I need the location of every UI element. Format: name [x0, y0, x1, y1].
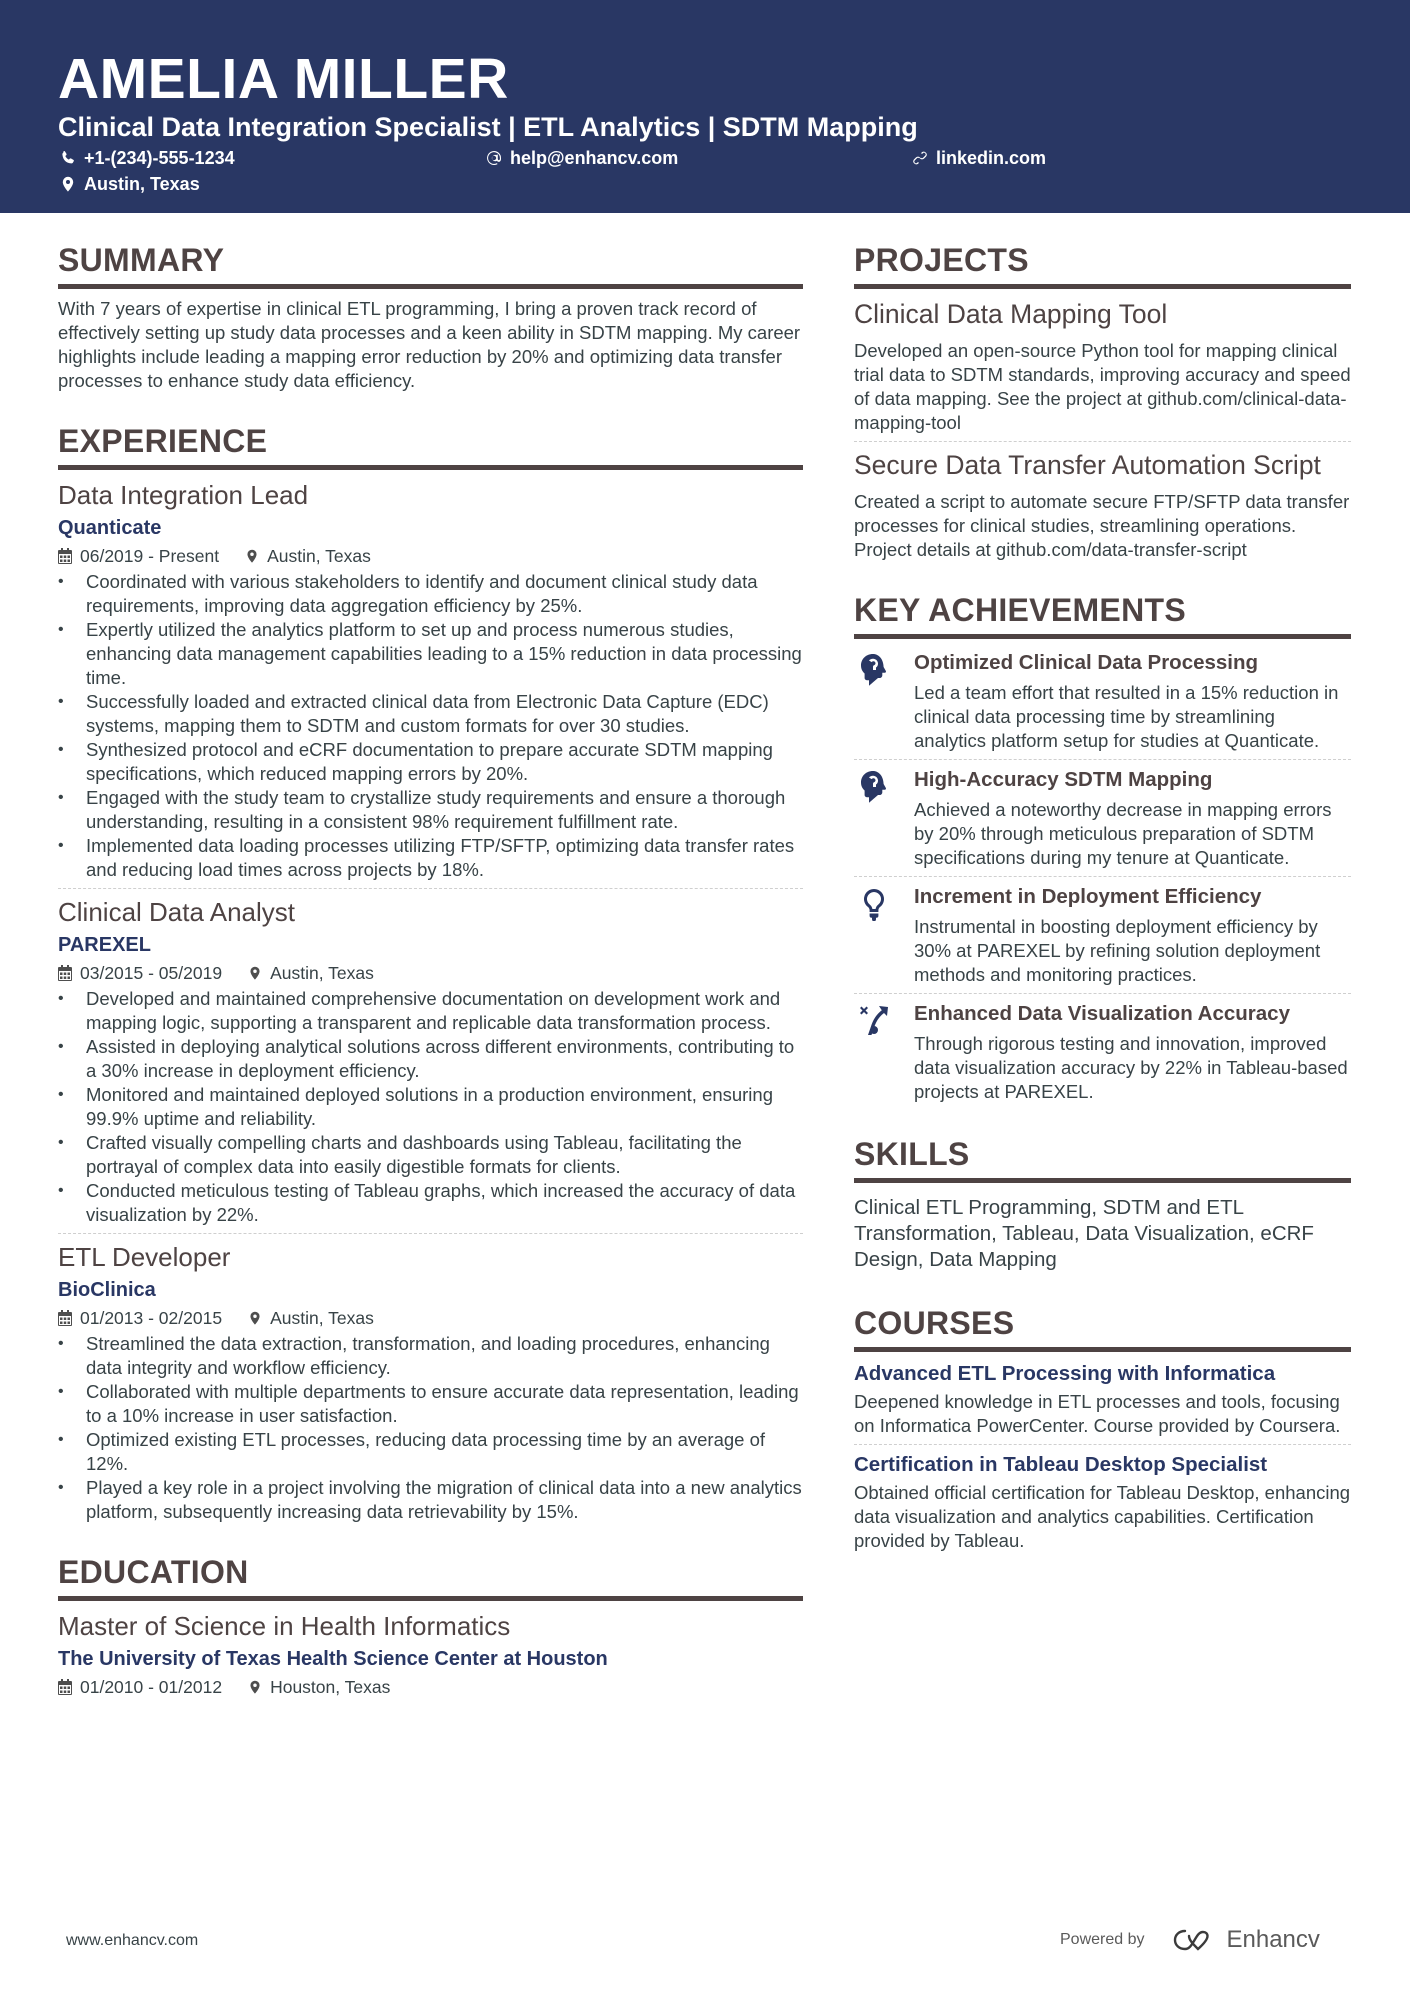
job-meta — [58, 544, 803, 568]
resume-header — [0, 0, 1410, 213]
achievement-description: Achieved a noteworthy decrease in mapping errors by 20% through meticulous preparation of SDTM specifications during my tenure at Quanticate. — [914, 799, 1332, 868]
contact-phone[interactable] — [60, 147, 235, 169]
enhancv-brand-link[interactable] — [1171, 1926, 1320, 1954]
course-entry — [854, 1360, 1351, 1438]
skills-section — [854, 1134, 1351, 1273]
location-text: Austin, Texas — [84, 174, 200, 194]
project-entry — [854, 448, 1351, 562]
brain-head-icon — [858, 770, 890, 804]
achievement-title: High-Accuracy SDTM Mapping — [914, 768, 1213, 791]
courses-section — [854, 1303, 1351, 1553]
experience-entry — [58, 1240, 803, 1524]
bullet-item: • Collaborated with multiple departments to ensure accurate data representation, leading to a 10% increase in user satisfaction. — [58, 1380, 803, 1428]
section-divider — [58, 284, 803, 289]
bullet-item: • Successfully loaded and extracted clinical data from Electronic Data Capture (EDC) systems, mapping them to SDTM and custom formats for over 30 studies. — [58, 690, 803, 738]
education-section — [58, 1552, 803, 1699]
job-dates: 06/2019 - Present — [58, 544, 219, 568]
job-title: Clinical Data Analyst — [58, 897, 295, 927]
job-dates: 03/2015 - 05/2019 — [58, 961, 222, 985]
course-entry — [854, 1451, 1351, 1553]
company-name: Quanticate — [58, 517, 162, 539]
achievement-description: Through rigorous testing and innovation, improved data visualization accuracy by 22% in Tableau-based projects at PAREXEL. — [914, 1033, 1348, 1102]
section-heading: EXPERIENCE — [58, 423, 268, 459]
job-location: Austin, Texas — [248, 1306, 374, 1330]
skills-list: Clinical ETL Programming, SDTM and ETL Transformation, Tableau, Data Visualization, eCRF Design, Data Mapping — [854, 1196, 1314, 1271]
job-bullets — [58, 570, 803, 882]
location-pin-icon — [248, 1310, 262, 1326]
course-title: Advanced ETL Processing with Informatica — [854, 1362, 1276, 1385]
bullet-item: • Developed and maintained comprehensive documentation on development work and mapping logic, supporting a transparent and replicable data transformation process. — [58, 987, 803, 1035]
bullet-item: • Coordinated with various stakeholders to identify and document clinical study data requirements, improving data aggregation efficiency by 25%. — [58, 570, 803, 618]
section-divider — [854, 1178, 1351, 1183]
enhancv-logo-icon — [1171, 1927, 1217, 1953]
bullet-item: • Played a key role in a project involving the migration of clinical data into a new analytics platform, subsequently increasing data retrievability by 15%. — [58, 1476, 803, 1524]
phone-text: +1-(234)-555-1234 — [84, 148, 235, 168]
company-name: BioClinica — [58, 1279, 156, 1301]
left-column — [58, 240, 803, 1699]
section-heading: PROJECTS — [854, 242, 1029, 278]
contact-email[interactable] — [486, 147, 678, 169]
section-divider — [58, 1596, 803, 1601]
bullet-item: • Synthesized protocol and eCRF documentation to prepare accurate SDTM mapping specifications, which reduced mapping errors by 20%. — [58, 738, 803, 786]
location-pin-icon — [245, 548, 259, 564]
job-bullets — [58, 987, 803, 1227]
contact-location — [60, 173, 200, 195]
bullet-item: • Expertly utilized the analytics platform to set up and process numerous studies, enhancing data management capabilities leading to a 15% reduction in data processing time. — [58, 618, 803, 690]
strategy-path-icon — [858, 1004, 890, 1038]
location-pin-icon — [248, 1679, 262, 1695]
section-divider — [854, 1347, 1351, 1352]
section-heading: SKILLS — [854, 1136, 970, 1172]
projects-section — [854, 240, 1351, 562]
job-location: Austin, Texas — [248, 961, 374, 985]
education-meta — [58, 1675, 803, 1699]
footer-website-link[interactable]: www.enhancv.com — [66, 1932, 199, 1949]
section-divider — [854, 634, 1351, 639]
achievement-entry — [854, 883, 1351, 987]
course-title: Certification in Tableau Desktop Specialist — [854, 1453, 1268, 1476]
bullet-item: • Assisted in deploying analytical solutions across different environments, contributing to a 30% increase in deployment efficiency. — [58, 1035, 803, 1083]
project-title: Secure Data Transfer Automation Script — [854, 450, 1321, 480]
project-description: Developed an open-source Python tool for mapping clinical trial data to SDTM standards, improving accuracy and speed of data mapping. See the project at github.com/clinical-data-mapping-tool — [854, 340, 1351, 433]
degree-title: Master of Science in Health Informatics — [58, 1611, 511, 1641]
footer-branding — [1060, 1926, 1320, 1954]
course-description: Deepened knowledge in ETL processes and tools, focusing on Informatica PowerCenter. Course provided by Coursera. — [854, 1391, 1341, 1436]
section-divider — [854, 284, 1351, 289]
bullet-item: • Engaged with the study team to crystallize study requirements and ensure a thorough understanding, resulting in a consistent 98% requirement fulfillment rate. — [58, 786, 803, 834]
link-icon — [912, 150, 928, 166]
powered-by-label: Powered by — [1060, 1931, 1145, 1948]
job-title: Data Integration Lead — [58, 480, 309, 510]
achievements-section — [854, 590, 1351, 1104]
brand-name: Enhancv — [1226, 1926, 1320, 1953]
bullet-item: • Conducted meticulous testing of Tableau graphs, which increased the accuracy of data visualization by 22%. — [58, 1179, 803, 1227]
job-dates: 01/2013 - 02/2015 — [58, 1306, 222, 1330]
entry-divider — [854, 876, 1351, 877]
section-heading: COURSES — [854, 1305, 1015, 1341]
school-name: The University of Texas Health Science Center at Houston — [58, 1648, 608, 1670]
email-text: help@enhancv.com — [510, 148, 679, 168]
project-description: Created a script to automate secure FTP/SFTP data transfer processes for clinical studies, streamlining operations. Project details at github.com/data-transfer-script — [854, 491, 1350, 560]
lightbulb-icon — [858, 887, 890, 921]
entry-divider — [58, 1233, 803, 1234]
bullet-item: • Implemented data loading processes utilizing FTP/SFTP, optimizing data transfer rates and reducing load times across projects by 18%. — [58, 834, 803, 882]
calendar-icon — [58, 548, 72, 564]
education-location: Houston, Texas — [248, 1675, 390, 1699]
brain-head-icon — [858, 653, 890, 687]
section-heading: SUMMARY — [58, 242, 225, 278]
job-location: Austin, Texas — [245, 544, 371, 568]
experience-entry — [58, 895, 803, 1227]
right-column — [854, 240, 1351, 1553]
entry-divider — [58, 888, 803, 889]
achievement-entry — [854, 766, 1351, 870]
experience-entry — [58, 478, 803, 882]
summary-section — [58, 240, 803, 393]
bullet-item: • Crafted visually compelling charts and dashboards using Tableau, facilitating the portrayal of complex data into easily digestible formats for clients. — [58, 1131, 803, 1179]
bullet-item: • Streamlined the data extraction, transformation, and loading procedures, enhancing data integrity and workflow efficiency. — [58, 1332, 803, 1380]
achievement-entry — [854, 649, 1351, 753]
bullet-item: • Optimized existing ETL processes, reducing data processing time by an average of 12%. — [58, 1428, 803, 1476]
entry-divider — [854, 993, 1351, 994]
calendar-icon — [58, 965, 72, 981]
at-sign-icon — [486, 150, 502, 166]
achievement-title: Increment in Deployment Efficiency — [914, 885, 1262, 908]
linkedin-text: linkedin.com — [936, 148, 1047, 168]
course-description: Obtained official certification for Tableau Desktop, enhancing data visualization and analytics capabilities. Certification provided by Tableau. — [854, 1482, 1351, 1551]
contact-linkedin[interactable] — [912, 147, 1046, 169]
entry-divider — [854, 759, 1351, 760]
job-title: ETL Developer — [58, 1242, 231, 1272]
education-dates: 01/2010 - 01/2012 — [58, 1675, 222, 1699]
candidate-headline: Clinical Data Integration Specialist | ETL Analytics | SDTM Mapping — [58, 112, 918, 142]
section-heading: EDUCATION — [58, 1554, 249, 1590]
section-heading: KEY ACHIEVEMENTS — [854, 592, 1186, 628]
location-pin-icon — [248, 965, 262, 981]
achievement-entry — [854, 1000, 1351, 1104]
calendar-icon — [58, 1310, 72, 1326]
location-pin-icon — [60, 176, 76, 192]
job-meta — [58, 961, 803, 985]
experience-section — [58, 421, 803, 1524]
phone-icon — [60, 150, 76, 166]
project-entry — [854, 297, 1351, 435]
project-title: Clinical Data Mapping Tool — [854, 299, 1168, 329]
calendar-icon — [58, 1679, 72, 1695]
entry-divider — [854, 1444, 1351, 1445]
summary-text: With 7 years of expertise in clinical ETL programming, I bring a proven track record of effectively setting up study data processes and a keen ability in SDTM mapping. My career highlights include leading a mapping error reduction by 20% and optimizing data transfer processes to enhance study data efficiency. — [58, 298, 801, 391]
achievement-title: Optimized Clinical Data Processing — [914, 651, 1259, 674]
section-divider — [58, 465, 803, 470]
bullet-item: • Monitored and maintained deployed solutions in a production environment, ensuring 99.9% uptime and reliability. — [58, 1083, 803, 1131]
achievement-description: Led a team effort that resulted in a 15% reduction in clinical data processing time by streamlining analytics platform setup for studies at Quanticate. — [914, 682, 1339, 751]
job-bullets — [58, 1332, 803, 1524]
job-meta — [58, 1306, 803, 1330]
entry-divider — [854, 441, 1351, 442]
achievement-title: Enhanced Data Visualization Accuracy — [914, 1002, 1290, 1025]
company-name: PAREXEL — [58, 934, 151, 956]
candidate-name: AMELIA MILLER — [58, 47, 509, 111]
achievement-description: Instrumental in boosting deployment efficiency by 30% at PAREXEL by refining solution deployment methods and monitoring practices. — [914, 916, 1321, 985]
